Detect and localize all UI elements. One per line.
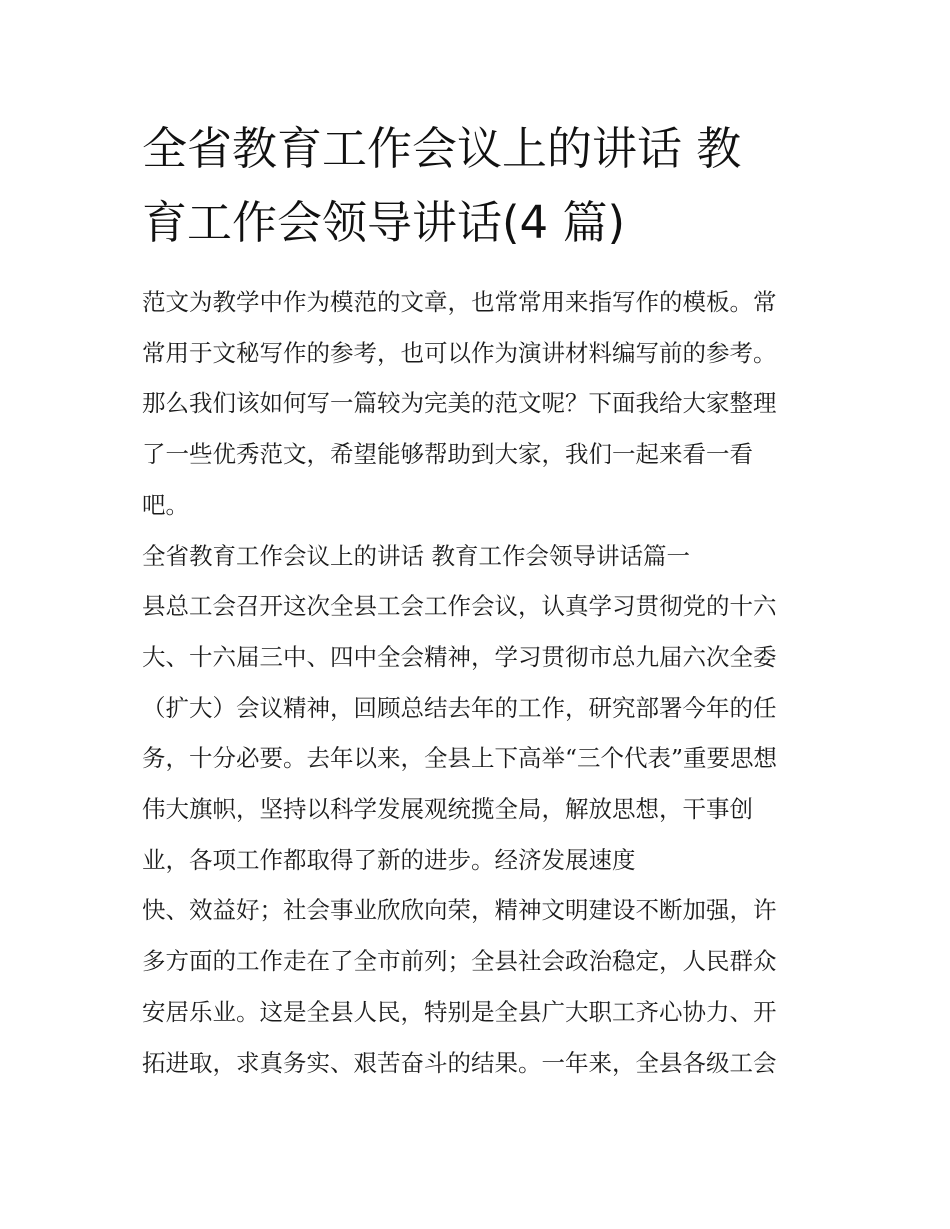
body-line: 务，十分必要。去年以来，全县上下高举“三个代表”重要思想 xyxy=(142,744,778,773)
body-line: 了一些优秀范文，希望能够帮助到大家，我们一起来看一看 xyxy=(142,440,753,469)
document-title xyxy=(142,112,822,260)
title-line: 全省教育工作会议上的讲话 教 xyxy=(142,122,742,175)
body-line: 县总工会召开这次全县工会工作会议，认真学习贯彻党的十六 xyxy=(142,592,777,621)
title-line: 育工作会领导讲话(4 篇) xyxy=(142,196,626,249)
body-line: 吧。 xyxy=(142,490,189,519)
body-line: 范文为教学中作为模范的文章，也常常用来指写作的模板。常 xyxy=(142,288,777,316)
body-line: 大、十六届三中、四中全会精神，学习贯彻市总九届六次全委 xyxy=(142,642,777,671)
body-line: 快、效益好；社会事业欣欣向荣，精神文明建设不断加强，许 xyxy=(142,896,777,925)
body-line: 业，各项工作都取得了新的进步。经济发展速度 xyxy=(142,845,636,874)
body-line: 多方面的工作走在了全市前列；全县社会政治稳定，人民群众 xyxy=(142,947,777,976)
body-line: 常用于文秘写作的参考，也可以作为演讲材料编写前的参考。 xyxy=(142,338,777,367)
body-line: 拓进取，求真务实、艰苦奋斗的结果。一年来，全县各级工会 xyxy=(142,1048,777,1077)
body-line: 安居乐业。这是全县人民，特别是全县广大职工齐心协力、开 xyxy=(142,997,777,1026)
body-line: （扩大）会议精神，回顾总结去年的工作，研究部署今年的任 xyxy=(142,693,777,722)
section-heading: 全省教育工作会议上的讲话 教育工作会领导讲话篇一 xyxy=(142,541,690,570)
document-body xyxy=(142,277,822,1088)
body-line: 伟大旗帜，坚持以科学发展观统揽全局，解放思想，干事创 xyxy=(142,795,753,824)
body-line: 那么我们该如何写一篇较为完美的范文呢？下面我给大家整理 xyxy=(142,389,777,418)
